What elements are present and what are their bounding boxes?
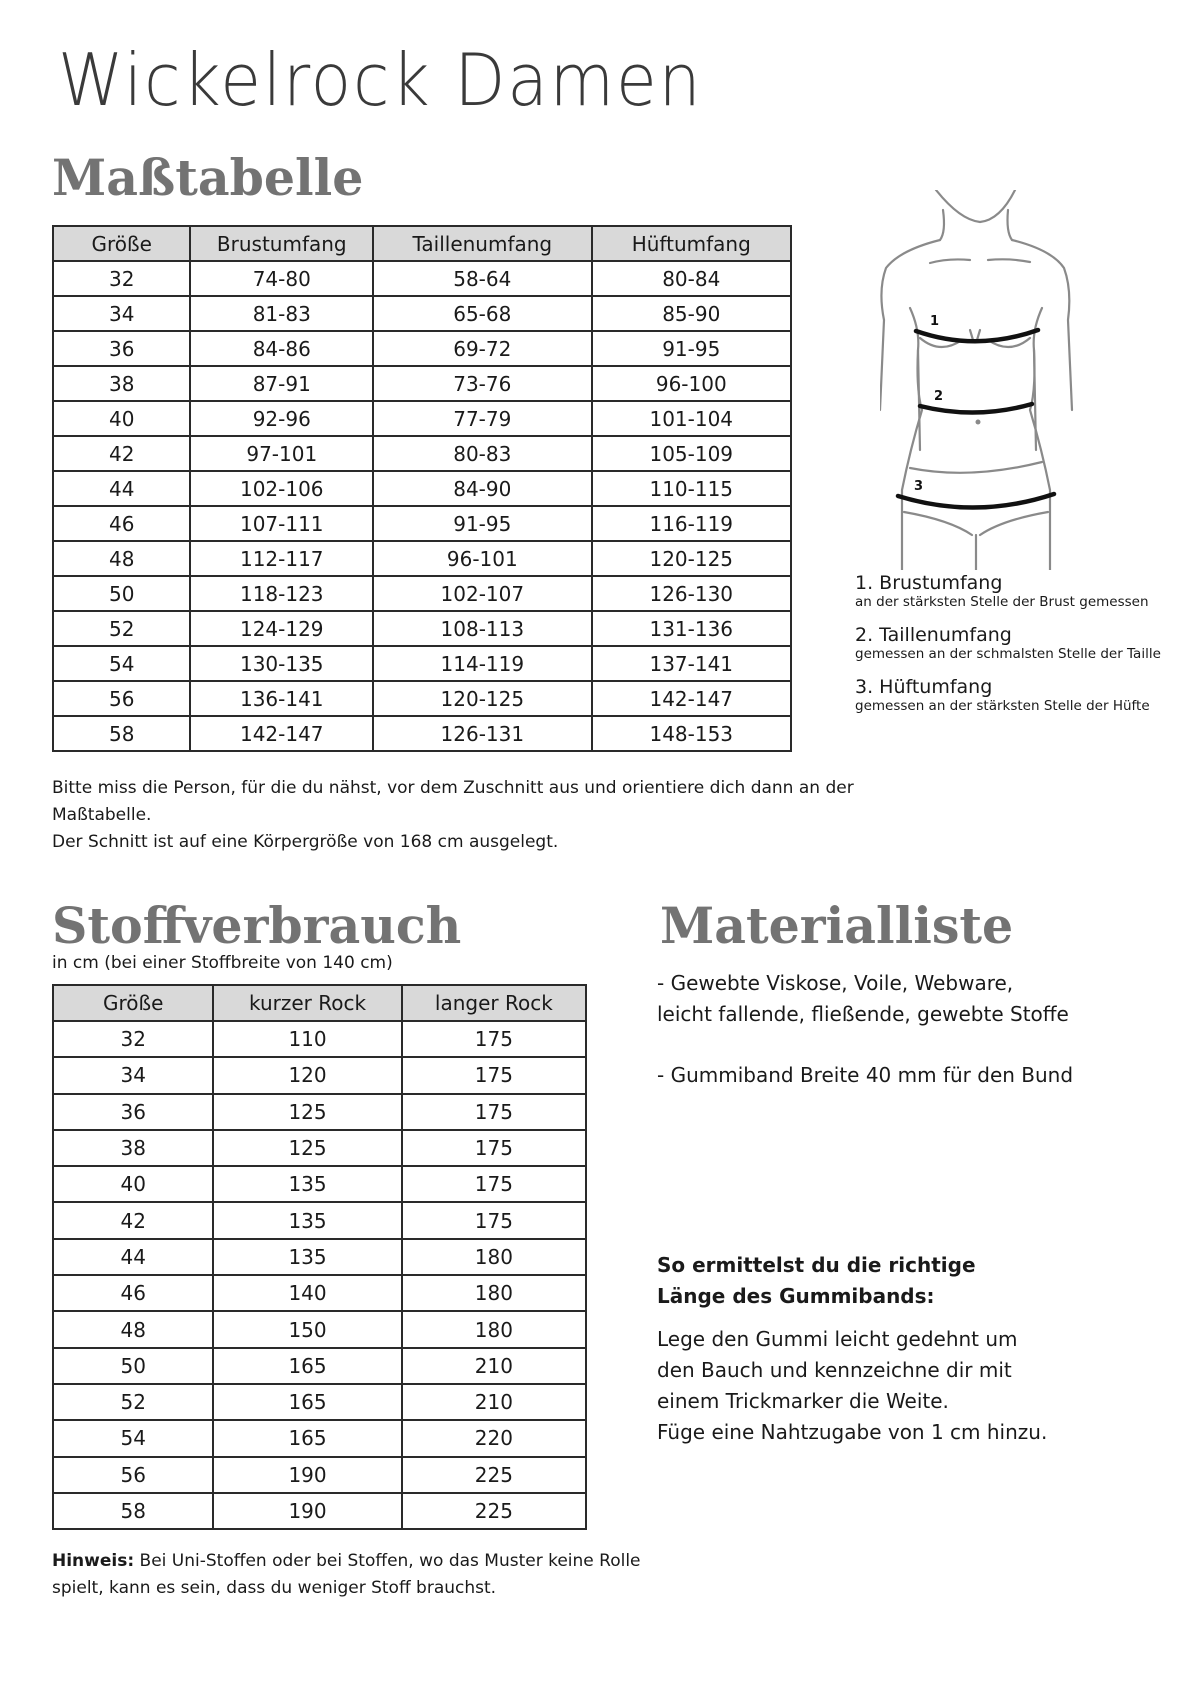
elastic-line: den Bauch und kennzeichne dir mit: [657, 1358, 1012, 1382]
table-cell: 56: [53, 1457, 213, 1493]
waist-measure-line: [920, 404, 1032, 413]
table-cell: 114-119: [373, 646, 591, 681]
table-cell: 36: [53, 331, 190, 366]
table-cell: 210: [402, 1348, 586, 1384]
table-cell: 210: [402, 1384, 586, 1420]
column-header-bust: Brustumfang: [190, 226, 373, 261]
column-header-short-skirt: kurzer Rock: [213, 985, 401, 1021]
elastic-line: Füge eine Nahtzugabe von 1 cm hinzu.: [657, 1420, 1048, 1444]
table-cell: 91-95: [373, 506, 591, 541]
legend-item-bust: [855, 572, 1195, 611]
table-cell: 48: [53, 1311, 213, 1347]
table-cell: 175: [402, 1166, 586, 1202]
elastic-line: Lege den Gummi leicht gedehnt um: [657, 1327, 1018, 1351]
table-cell: 136-141: [190, 681, 373, 716]
table-cell: 92-96: [190, 401, 373, 436]
marker-1: 1: [930, 314, 940, 329]
table-cell: 180: [402, 1311, 586, 1347]
fabric-table: [52, 984, 587, 1530]
table-cell: 46: [53, 506, 190, 541]
material-item: [657, 1060, 1177, 1091]
hip-measure-line: [898, 494, 1054, 508]
table-cell: 175: [402, 1021, 586, 1057]
table-row: [53, 401, 791, 436]
marker-2: 2: [934, 389, 944, 404]
table-row: [53, 611, 791, 646]
size-chart-heading: Maßtabelle: [52, 148, 364, 207]
table-header-row: [53, 226, 791, 261]
table-cell: 32: [53, 261, 190, 296]
measurement-note-line: Bitte miss die Person, für die du nähst, vor dem Zuschnitt aus und orientiere dich dann an der Maßtabelle.: [52, 778, 854, 825]
table-cell: 165: [213, 1420, 401, 1456]
table-cell: 190: [213, 1493, 401, 1529]
hint-label: Hinweis:: [52, 1551, 135, 1571]
table-cell: 58: [53, 716, 190, 751]
hint-text: Bei Uni-Stoffen oder bei Stoffen, wo das Muster keine Rolle: [134, 1551, 641, 1571]
table-cell: 54: [53, 646, 190, 681]
table-cell: 81-83: [190, 296, 373, 331]
table-cell: 52: [53, 611, 190, 646]
table-cell: 131-136: [592, 611, 791, 646]
table-cell: 140: [213, 1275, 401, 1311]
table-cell: 91-95: [592, 331, 791, 366]
table-cell: 77-79: [373, 401, 591, 436]
body-measurement-figure: [880, 190, 1100, 570]
table-cell: 44: [53, 1239, 213, 1275]
table-cell: 80-83: [373, 436, 591, 471]
table-cell: 48: [53, 541, 190, 576]
hint-note: [52, 1548, 672, 1602]
table-row: [53, 1311, 586, 1347]
table-cell: 97-101: [190, 436, 373, 471]
table-cell: 110-115: [592, 471, 791, 506]
elastic-heading-line: So ermittelst du die richtige: [657, 1253, 976, 1277]
legend-title: 3. Hüftumfang: [855, 676, 993, 698]
table-cell: 105-109: [592, 436, 791, 471]
table-row: [53, 331, 791, 366]
table-row: [53, 716, 791, 751]
table-cell: 118-123: [190, 576, 373, 611]
measurement-note-line: Der Schnitt ist auf eine Körpergröße von 168 cm ausgelegt.: [52, 832, 559, 852]
table-row: [53, 296, 791, 331]
table-row: [53, 646, 791, 681]
table-row: [53, 1384, 586, 1420]
table-cell: 96-101: [373, 541, 591, 576]
table-cell: 102-107: [373, 576, 591, 611]
table-cell: 126-130: [592, 576, 791, 611]
table-cell: 175: [402, 1130, 586, 1166]
column-header-size: Größe: [53, 985, 213, 1021]
table-cell: 225: [402, 1493, 586, 1529]
materials-list: [657, 968, 1177, 1121]
table-cell: 65-68: [373, 296, 591, 331]
table-cell: 96-100: [592, 366, 791, 401]
table-cell: 42: [53, 1202, 213, 1238]
table-cell: 150: [213, 1311, 401, 1347]
legend-desc: gemessen an der stärksten Stelle der Hüfte: [855, 698, 1150, 714]
table-cell: 74-80: [190, 261, 373, 296]
table-row: [53, 506, 791, 541]
table-row: [53, 366, 791, 401]
table-cell: 120-125: [373, 681, 591, 716]
table-cell: 175: [402, 1057, 586, 1093]
column-header-waist: Taillenumfang: [373, 226, 591, 261]
legend-title: 1. Brustumfang: [855, 572, 1003, 594]
table-row: [53, 1166, 586, 1202]
column-header-size: Größe: [53, 226, 190, 261]
table-row: [53, 576, 791, 611]
table-cell: 126-131: [373, 716, 591, 751]
material-line: - Gewebte Viskose, Voile, Webware,: [657, 971, 1014, 995]
table-cell: 120: [213, 1057, 401, 1093]
table-row: [53, 1021, 586, 1057]
table-row: [53, 261, 791, 296]
table-cell: 135: [213, 1166, 401, 1202]
table-row: [53, 471, 791, 506]
table-cell: 190: [213, 1457, 401, 1493]
table-cell: 124-129: [190, 611, 373, 646]
marker-3: 3: [914, 479, 924, 494]
legend-item-waist: [855, 624, 1195, 663]
legend-desc: an der stärksten Stelle der Brust gemessen: [855, 594, 1149, 610]
table-cell: 101-104: [592, 401, 791, 436]
table-row: [53, 1493, 586, 1529]
table-cell: 116-119: [592, 506, 791, 541]
table-cell: 175: [402, 1094, 586, 1130]
table-row: [53, 681, 791, 716]
table-cell: 102-106: [190, 471, 373, 506]
table-cell: 40: [53, 1166, 213, 1202]
table-cell: 165: [213, 1348, 401, 1384]
table-row: [53, 1457, 586, 1493]
material-line: - Gummiband Breite 40 mm für den Bund: [657, 1063, 1074, 1087]
elastic-instructions: [657, 1250, 1177, 1448]
table-cell: 130-135: [190, 646, 373, 681]
materials-heading: Materialliste: [660, 896, 1014, 955]
elastic-heading-line: Länge des Gummibands:: [657, 1284, 935, 1308]
table-cell: 40: [53, 401, 190, 436]
table-cell: 87-91: [190, 366, 373, 401]
table-row: [53, 1239, 586, 1275]
table-row: [53, 1420, 586, 1456]
table-cell: 44: [53, 471, 190, 506]
table-cell: 112-117: [190, 541, 373, 576]
legend-desc: gemessen an der schmalsten Stelle der Taille: [855, 646, 1161, 662]
table-cell: 135: [213, 1239, 401, 1275]
table-cell: 32: [53, 1021, 213, 1057]
elastic-line: einem Trickmarker die Weite.: [657, 1389, 949, 1413]
table-header-row: [53, 985, 586, 1021]
elastic-heading: [657, 1250, 1177, 1312]
table-cell: 180: [402, 1275, 586, 1311]
table-cell: 58: [53, 1493, 213, 1529]
table-row: [53, 1057, 586, 1093]
table-cell: 165: [213, 1384, 401, 1420]
table-cell: 125: [213, 1094, 401, 1130]
fabric-subtitle: in cm (bei einer Stoffbreite von 140 cm): [52, 953, 393, 973]
table-cell: 84-86: [190, 331, 373, 366]
material-line: leicht fallende, fließende, gewebte Stoffe: [657, 1002, 1069, 1026]
figure-legend: [855, 572, 1195, 728]
table-row: [53, 1130, 586, 1166]
table-cell: 36: [53, 1094, 213, 1130]
table-cell: 34: [53, 296, 190, 331]
table-cell: 69-72: [373, 331, 591, 366]
column-header-hip: Hüftumfang: [592, 226, 791, 261]
table-row: [53, 541, 791, 576]
table-cell: 50: [53, 1348, 213, 1384]
size-chart-table: [52, 225, 792, 752]
table-cell: 225: [402, 1457, 586, 1493]
table-cell: 38: [53, 1130, 213, 1166]
legend-title: 2. Taillenumfang: [855, 624, 1012, 646]
table-cell: 135: [213, 1202, 401, 1238]
table-row: [53, 436, 791, 471]
table-cell: 142-147: [592, 681, 791, 716]
column-header-long-skirt: langer Rock: [402, 985, 586, 1021]
legend-item-hip: [855, 676, 1195, 715]
table-cell: 80-84: [592, 261, 791, 296]
table-cell: 56: [53, 681, 190, 716]
table-row: [53, 1202, 586, 1238]
table-cell: 73-76: [373, 366, 591, 401]
table-row: [53, 1348, 586, 1384]
table-cell: 175: [402, 1202, 586, 1238]
table-cell: 125: [213, 1130, 401, 1166]
table-cell: 107-111: [190, 506, 373, 541]
table-cell: 110: [213, 1021, 401, 1057]
table-cell: 220: [402, 1420, 586, 1456]
bust-measure-line: [916, 330, 1038, 341]
table-cell: 148-153: [592, 716, 791, 751]
table-cell: 120-125: [592, 541, 791, 576]
material-item: [657, 968, 1177, 1030]
measurement-note: [52, 775, 952, 856]
table-cell: 52: [53, 1384, 213, 1420]
table-cell: 84-90: [373, 471, 591, 506]
table-cell: 50: [53, 576, 190, 611]
table-cell: 108-113: [373, 611, 591, 646]
table-cell: 180: [402, 1239, 586, 1275]
table-cell: 42: [53, 436, 190, 471]
table-cell: 38: [53, 366, 190, 401]
table-cell: 34: [53, 1057, 213, 1093]
table-cell: 85-90: [592, 296, 791, 331]
table-cell: 137-141: [592, 646, 791, 681]
hint-text-2: spielt, kann es sein, dass du weniger Stoff brauchst.: [52, 1578, 497, 1598]
page-title: Wickelrock Damen: [58, 38, 703, 122]
table-cell: 142-147: [190, 716, 373, 751]
table-cell: 46: [53, 1275, 213, 1311]
table-cell: 58-64: [373, 261, 591, 296]
fabric-heading: Stoffverbrauch: [52, 896, 462, 955]
table-row: [53, 1094, 586, 1130]
table-row: [53, 1275, 586, 1311]
table-cell: 54: [53, 1420, 213, 1456]
